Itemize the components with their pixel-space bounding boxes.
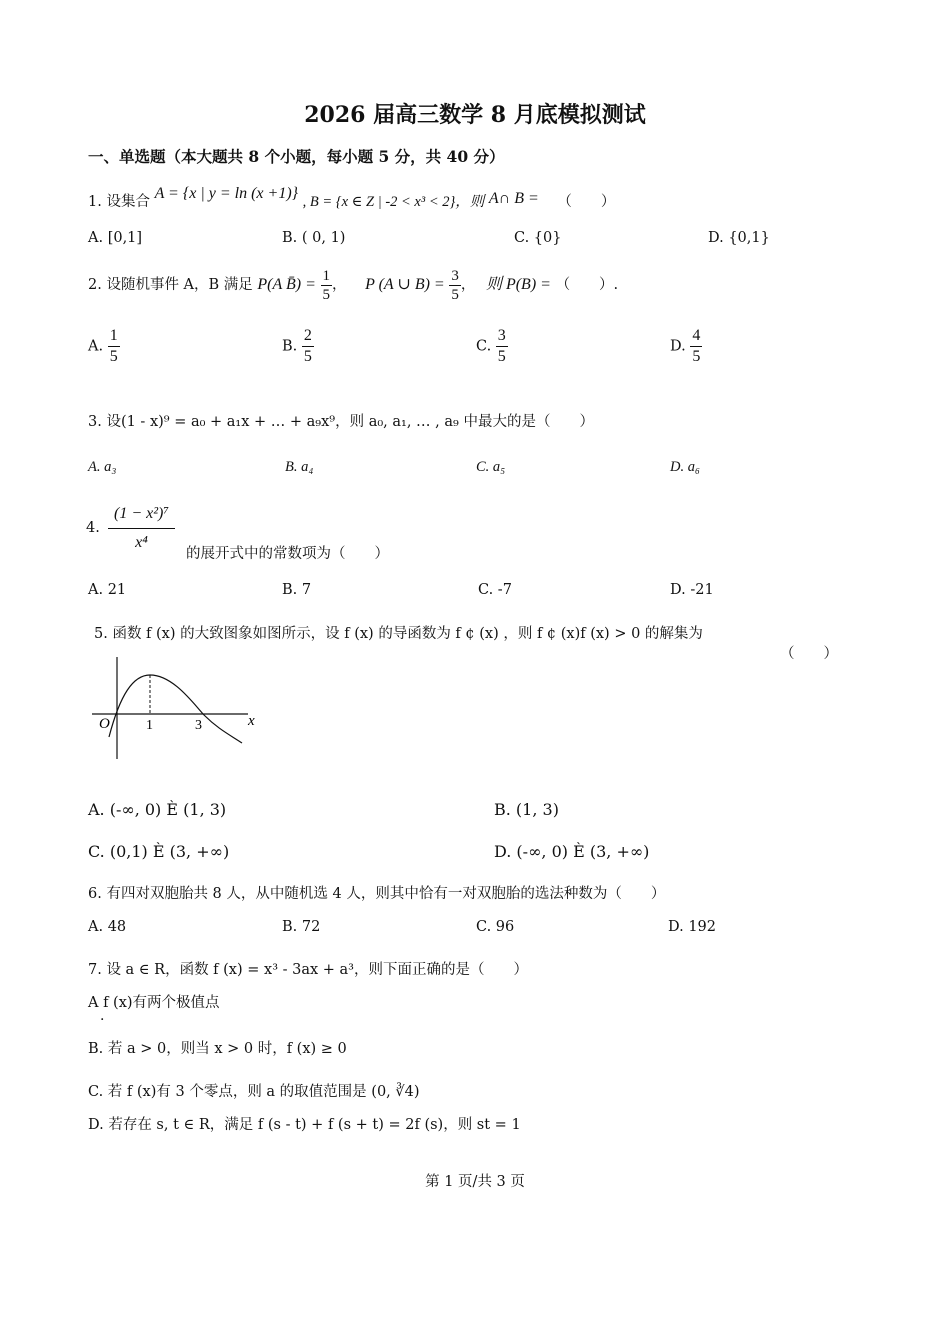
q5-graph xyxy=(88,655,268,765)
q4-option-c: C. -7 xyxy=(478,582,512,598)
q3-option-c: C. a₅ xyxy=(476,459,506,475)
q2-option-a-fraction: $\frac{1}{5}$ xyxy=(109,327,118,365)
q5-paren: （ ） xyxy=(780,646,838,662)
q2-prob-1: P(A B̄) = xyxy=(257,276,316,293)
q5-option-b: B. (1, 3) xyxy=(494,800,559,819)
q3-option-d: D. a₆ xyxy=(670,459,701,475)
q7-option-a: A f (x)有两个极值点 xyxy=(88,995,220,1011)
q4-option-d: D. -21 xyxy=(670,582,714,598)
q1-option-c: C. {0} xyxy=(514,230,562,246)
question-5: 5. 函数 f (x) 的大致图象如图所示，设 f (x) 的导函数为 f ¢ (x) ，则 f ¢ (x)f (x) > 0 的解集为 xyxy=(94,626,703,642)
q2-option-c-fraction: $\frac{3}{5}$ xyxy=(497,327,506,365)
q2-prob-3: 则 P(B) = xyxy=(485,276,551,293)
q2-option-d: D. $\frac{4}{5}$ xyxy=(670,327,701,365)
section-heading: 一、单选题（本大题共 8 个小题，每小题 5 分，共 40 分） xyxy=(88,147,505,166)
graph-curve xyxy=(109,675,242,743)
q7-option-c: C. 若 f (x)有 3 个零点，则 a 的取值范围是 (0, ∛4) xyxy=(88,1084,420,1100)
q3-option-a: A. a₃ xyxy=(88,459,117,475)
q2-stem: 2. 设随机事件 A，B 满足 xyxy=(88,277,253,293)
page-title: 2026 届高三数学 8 月底模拟测试 xyxy=(304,102,646,128)
q1-option-b: B. ( 0, 1) xyxy=(282,230,346,246)
q1-stem: 1. 设集合 xyxy=(88,194,150,210)
q1-option-d: D. {0,1} xyxy=(708,230,770,246)
q5-option-c: C. (0,1) È (3, +∞) xyxy=(88,842,230,861)
q6-option-d: D. 192 xyxy=(668,919,717,935)
graph-label-origin: O xyxy=(99,716,110,732)
q7-option-b: B. 若 a > 0，则当 x > 0 时，f (x) ≥ 0 xyxy=(88,1041,347,1057)
q1-set-b: , B = {x ∈ Z | -2 < x³ < 2}，则 xyxy=(302,194,485,210)
q2-fraction-2: $\frac{3}{5}$ xyxy=(451,267,459,303)
q2-fraction-1: $\frac{1}{5}$ xyxy=(322,267,330,303)
q2-paren: （ ）. xyxy=(555,277,619,293)
question-1 xyxy=(88,185,616,211)
q3-option-b: B. a₄ xyxy=(285,459,314,475)
q1-option-a: A. [0,1] xyxy=(88,230,143,246)
q7-option-d: D. 若存在 s, t ∈ R，满足 f (s - t) + f (s + t) = 2f (s)，则 st = 1 xyxy=(88,1117,521,1133)
q1-intersection: A∩ B = xyxy=(488,190,539,207)
q5-option-d: D. (-∞, 0) È (3, +∞) xyxy=(494,842,650,861)
graph-label-x: x xyxy=(248,713,255,729)
page-footer: 第 1 页/共 3 页 xyxy=(425,1174,525,1190)
graph-label-3: 3 xyxy=(195,718,202,733)
q4-option-b: B. 7 xyxy=(282,582,312,598)
graph-label-1: 1 xyxy=(146,718,153,733)
q2-option-d-fraction: $\frac{4}{5}$ xyxy=(692,327,701,365)
q7-dot: · xyxy=(100,1012,105,1028)
q5-option-a: A. (-∞, 0) È (1, 3) xyxy=(88,800,227,819)
question-3: 3. 设(1 - x)⁹ = a₀ + a₁x + … + a₉x⁹，则 a₀, a₁, … , a₉ 中最大的是（ ） xyxy=(88,414,594,430)
q4-fraction: $\frac{\text{(1 − x²)⁷}}{\text{x⁴}}$ xyxy=(108,500,175,557)
question-6: 6. 有四对双胞胎共 8 人，从中随机选 4 人，则其中恰有一对双胞胎的选法种数为（ ） xyxy=(88,886,666,902)
q2-option-a: A. $\frac{1}{5}$ xyxy=(88,327,118,365)
q1-set-a: A = {x | y = ln (x +1)} xyxy=(154,185,299,202)
q2-option-b: B. $\frac{2}{5}$ xyxy=(282,327,312,365)
question-7: 7. 设 a ∈ R，函数 f (x) = x³ - 3ax + a³，则下面正确的是（ ） xyxy=(88,962,528,978)
q1-paren: （ ） xyxy=(557,194,616,210)
q2-option-c: C. $\frac{3}{5}$ xyxy=(476,327,506,365)
q6-option-b: B. 72 xyxy=(282,919,321,935)
q6-option-c: C. 96 xyxy=(476,919,515,935)
q4-stem: 的展开式中的常数项为（ ） xyxy=(186,546,389,562)
q4-number: 4. xyxy=(86,520,100,536)
q4-option-a: A. 21 xyxy=(88,582,127,598)
q2-option-b-fraction: $\frac{2}{5}$ xyxy=(303,327,312,365)
q6-option-a: A. 48 xyxy=(88,919,127,935)
question-2: 2. 设随机事件 A，B 满足 P(A B̄) = $\frac{1}{5}$ ， P (A ∪ B) = $\frac{3}{5}$ ， 则 P(B) = （ ）. xyxy=(88,267,619,303)
q2-prob-2: P (A ∪ B) = xyxy=(365,276,445,293)
